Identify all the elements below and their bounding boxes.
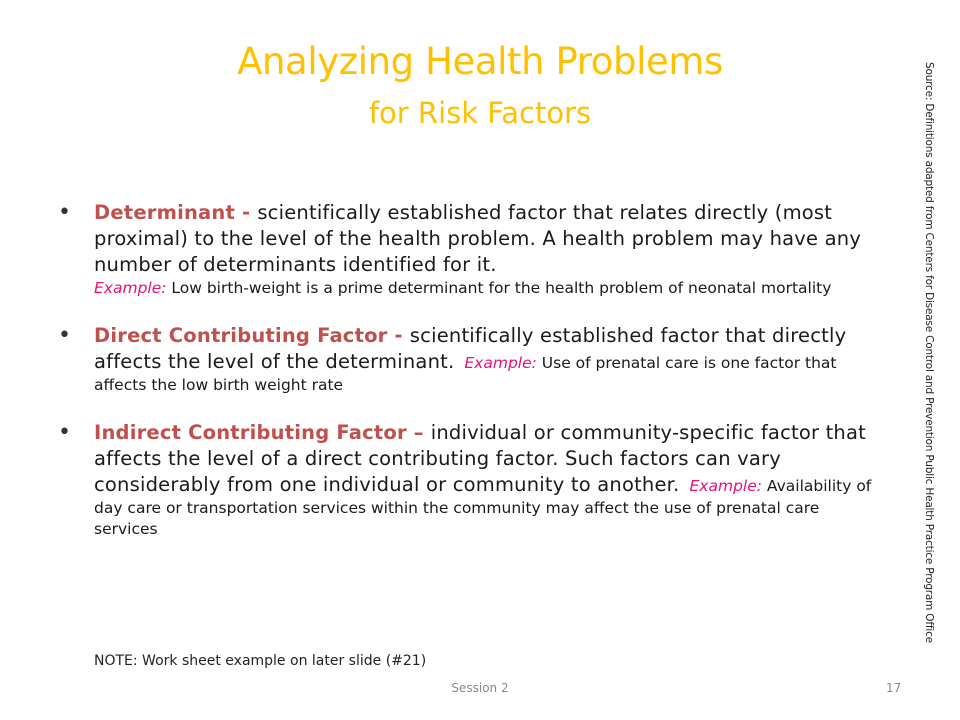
term-separator: – — [406, 421, 431, 444]
bullet-indirect-factor — [58, 420, 883, 540]
bullet-direct-factor — [58, 323, 883, 396]
footer-session: Session 2 — [451, 681, 509, 695]
slide-number: 17 — [886, 681, 902, 695]
definition-direct-factor: scientifically established factor that directly affects the level of the determinant. — [94, 324, 847, 373]
example-label: Example: — [464, 354, 537, 372]
term-determinant: Determinant — [94, 201, 236, 224]
bullet-dot-icon: • — [58, 420, 71, 445]
note-text: NOTE: Work sheet example on later slide (#21) — [94, 653, 427, 669]
example-text-determinant: Low birth-weight is a prime determinant for the health problem of neonatal mortality — [166, 279, 832, 297]
definition-indirect-factor: individual or community-specific factor that affects the level of a direct contributing factor. Such factors can vary considerably from one individual or community to another. — [94, 421, 866, 496]
source-citation — [923, 62, 939, 687]
example-text-direct-factor: Use of prenatal care is one factor that affects the low birth weight rate — [94, 354, 837, 394]
term-indirect-factor: Indirect Contributing Factor — [94, 421, 407, 444]
bullet-dot-icon: • — [58, 323, 71, 348]
bullet-list — [58, 200, 883, 564]
definition-determinant: scientifically established factor that relates directly (most proximal) to the level of the health problem. A health problem may have any number of determinants identified for it. — [94, 201, 862, 276]
bullet-dot-icon: • — [58, 200, 71, 225]
bullet-determinant — [58, 200, 883, 299]
title-main: Analyzing Health Problems — [237, 40, 723, 83]
slide-title — [60, 38, 900, 132]
example-label: Example: — [94, 279, 167, 297]
source-text: Source: Definitions adapted from Centers for Disease Control and Prevention Public Health Practice Program Office — [923, 62, 935, 643]
example-label: Example: — [689, 477, 762, 495]
term-separator: - — [387, 324, 410, 347]
example-text-indirect-factor: Availability of day care or transportation services within the community may affect the use of prenatal care services — [94, 477, 872, 538]
term-direct-factor: Direct Contributing Factor — [94, 324, 388, 347]
term-separator: - — [235, 201, 258, 224]
title-sub: for Risk Factors — [368, 96, 592, 130]
